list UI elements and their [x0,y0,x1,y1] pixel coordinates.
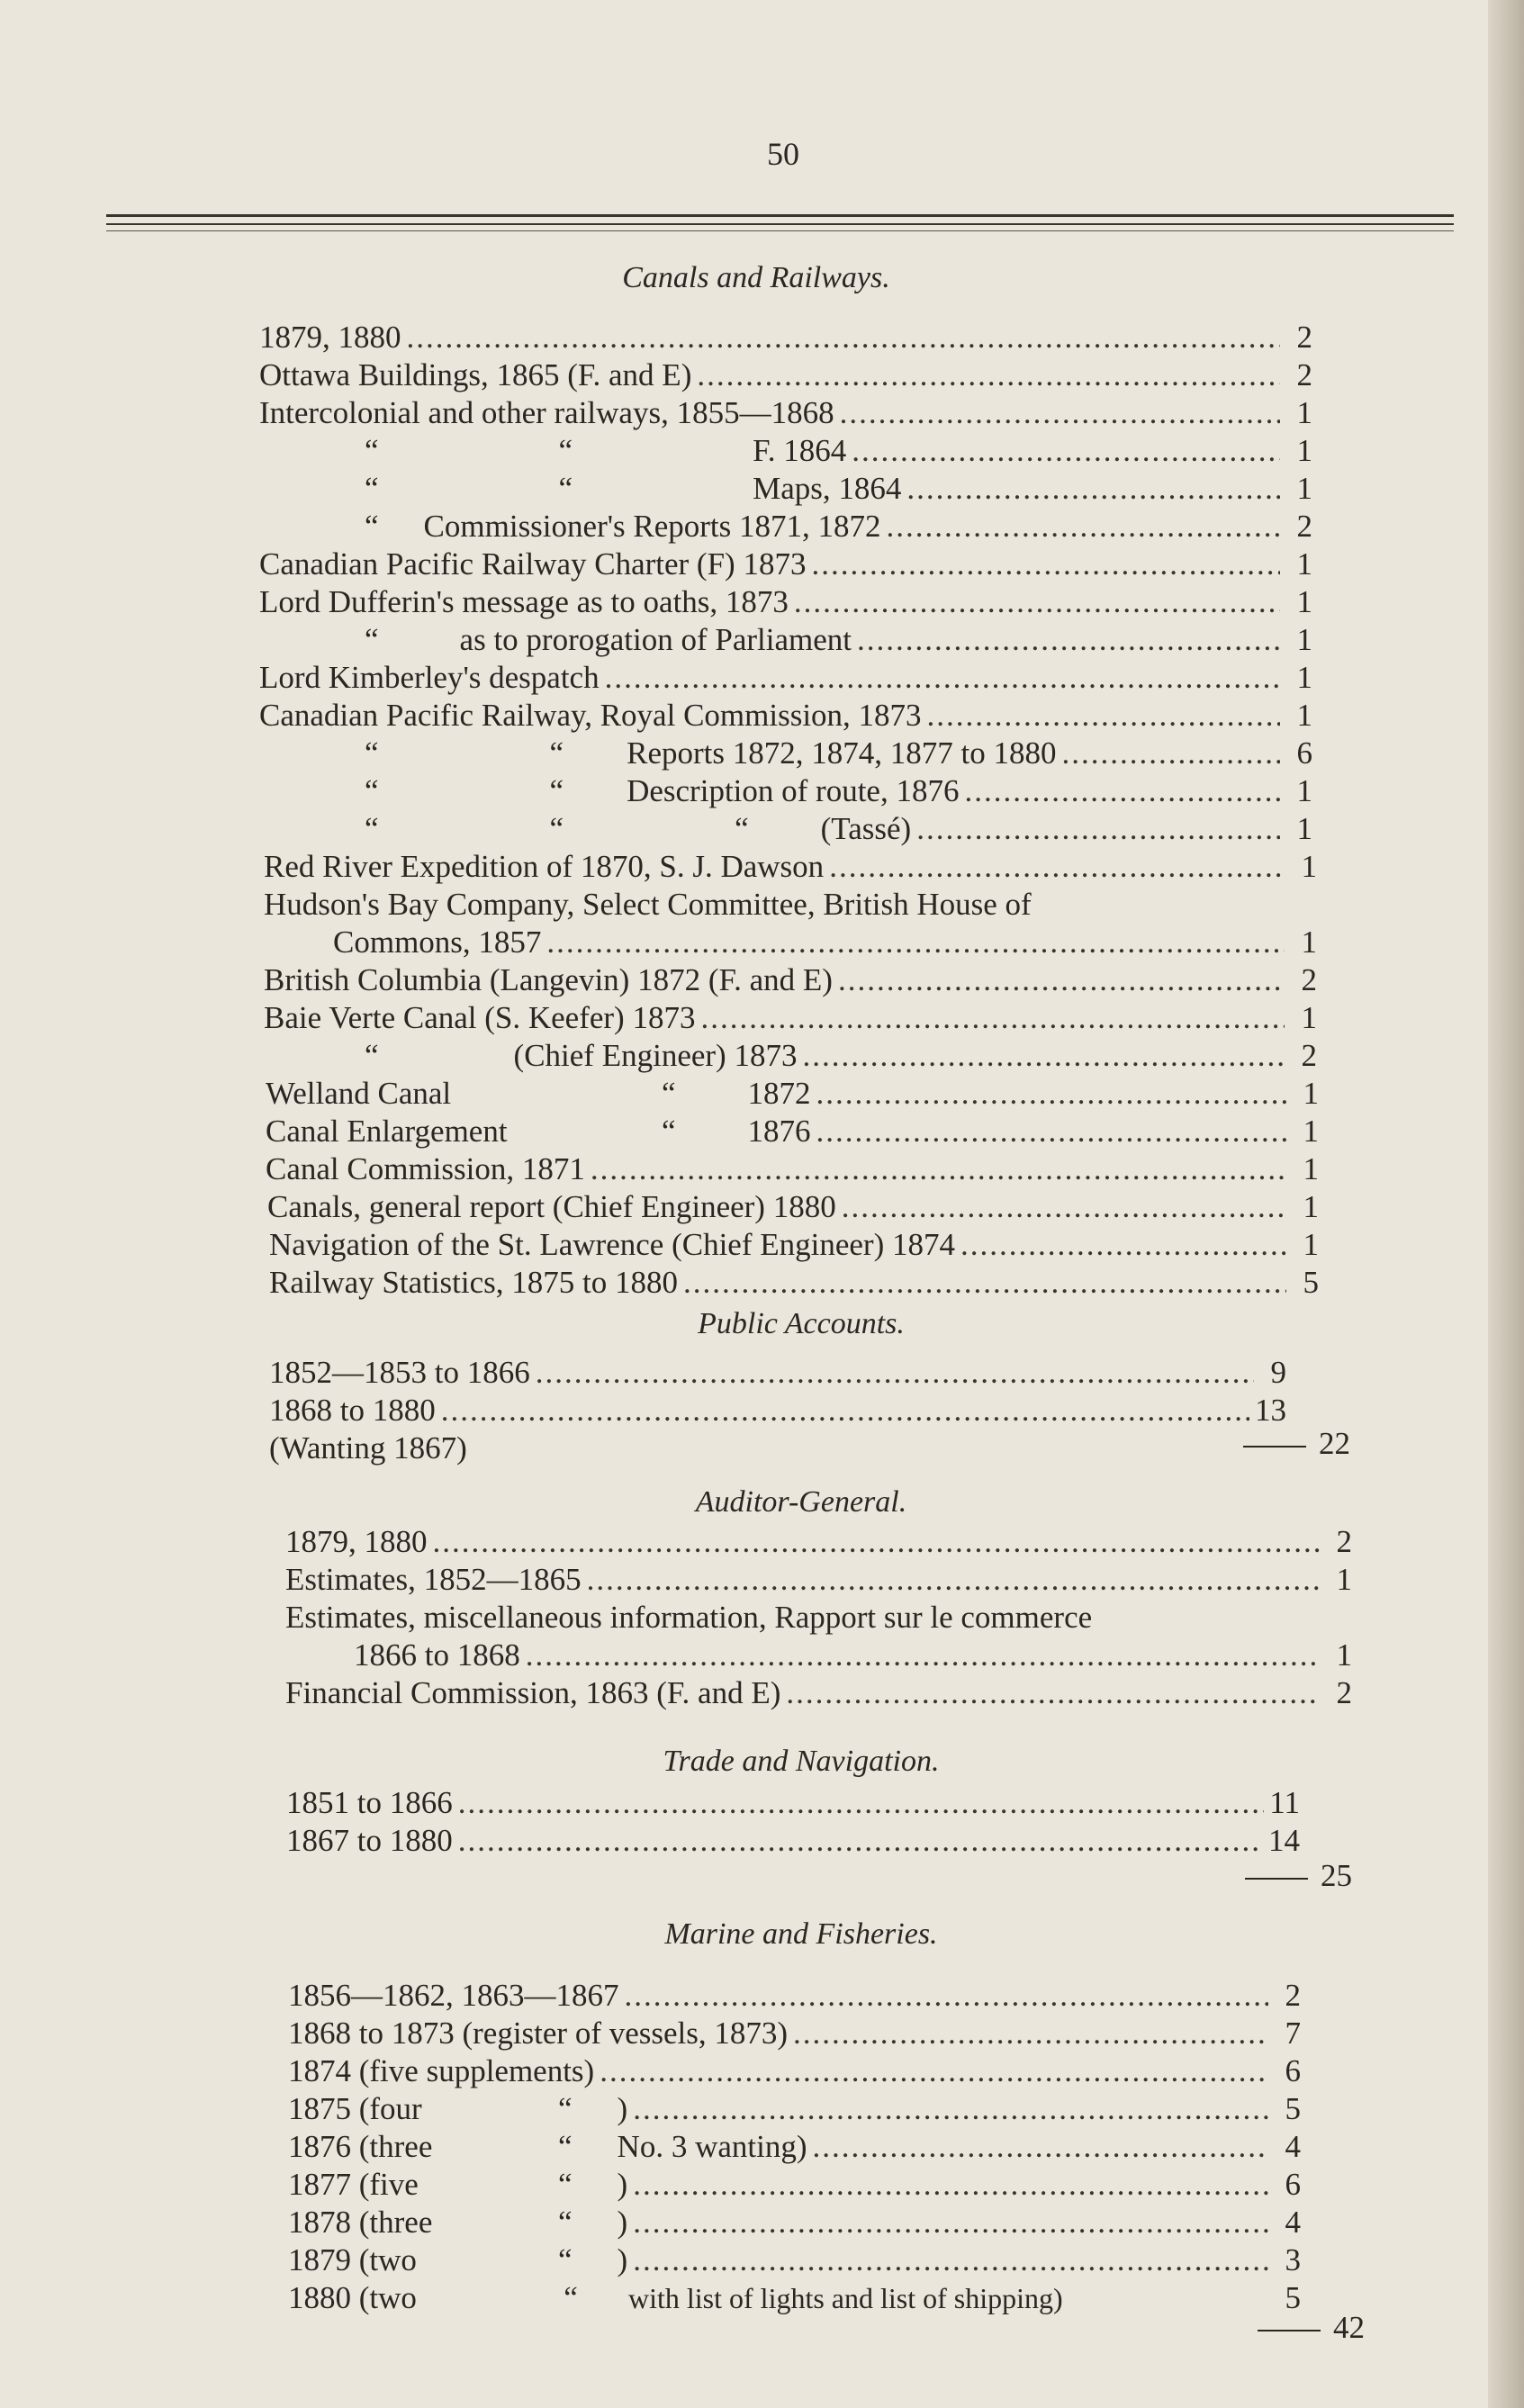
list-item: 1866 to 1868 ..... 1 [354,1637,1352,1674]
list-item: 1868 to 1880 ..... 13 [269,1392,1286,1429]
list-item: “ Commissioner's Reports 1871, 1872 ..... 2 [365,508,1312,546]
list-item: Railway Statistics, 1875 to 1880 ..... 5 [269,1264,1319,1302]
list-item: British Columbia (Langevin) 1872 (F. and E) ..... 2 [264,961,1317,999]
list-item: 1879, 1880 ..... 2 [259,319,1312,356]
list-item: Intercolonial and other railways, 1855—1868 ..... 1 [259,394,1312,432]
list-item: Baie Verte Canal (S. Keefer) 1873 ..... 1 [264,999,1317,1037]
list-item: 1852—1853 to 1866 ..... 9 [269,1354,1286,1392]
list-item: Commons, 1857 ..... 1 [333,924,1317,961]
list-item: 1879 (two “ ) ..... 3 [288,2241,1301,2279]
list-item: “ “ Reports 1872, 1874, 1877 to 1880 ..... 6 [365,735,1312,772]
list-item: “ “ Description of route, 1876 ..... 1 [365,772,1312,810]
list-item: Canal Enlargement “ 1876 ..... 1 [266,1113,1319,1150]
list-item: 1880 (two “ with list of lights and list of shipping) 5 [288,2280,1301,2315]
page-gutter [1488,0,1524,2408]
list-item: Canal Commission, 1871 ..... 1 [266,1150,1319,1188]
section-total: 22 [1206,1426,1350,1462]
list-item: 1856—1862, 1863—1867 ..... 2 [288,1977,1301,2015]
list-item: “ “ Maps, 1864 ..... 1 [365,470,1312,508]
list-item: 1876 (three “ No. 3 wanting) ..... 4 [288,2128,1301,2166]
list-item: Navigation of the St. Lawrence (Chief Engineer) 1874 ..... 1 [269,1226,1319,1264]
list-item: Financial Commission, 1863 (F. and E) ..... 2 [285,1674,1352,1712]
list-item: “ (Chief Engineer) 1873 ..... 2 [365,1037,1317,1075]
list-item: 1877 (five “ ) ..... 6 [288,2166,1301,2204]
list-item: Estimates, 1852—1865 ..... 1 [285,1561,1352,1599]
list-item: Ottawa Buildings, 1865 (F. and E) ..... 2 [259,356,1312,394]
list-item: 1879, 1880 ..... 2 [285,1523,1352,1561]
list-item: “ as to prorogation of Parliament ..... 1 [365,621,1312,659]
section-total: 25 [1206,1858,1352,1894]
list-item: Canadian Pacific Railway Charter (F) 1873 ..... 1 [259,546,1312,583]
list-item: Canadian Pacific Railway, Royal Commission, 1873 ..... 1 [259,697,1312,735]
section-title-auditor-general: Auditor-General. [695,1485,907,1519]
list-item: 1874 (five supplements) ..... 6 [288,2052,1301,2090]
page-number: 50 [767,136,799,172]
section-total: 42 [1206,2310,1365,2346]
list-item: Estimates, miscellaneous information, Rapport sur le commerce [285,1600,1093,1635]
header-rule [106,230,1454,231]
section-title-public-accounts: Public Accounts. [698,1307,905,1340]
list-item: 1868 to 1873 (register of vessels, 1873) ..... 7 [288,2015,1301,2052]
section-title-marine-fisheries: Marine and Fisheries. [664,1917,938,1951]
header-rule [106,223,1454,225]
section-title-trade-navigation: Trade and Navigation. [663,1745,940,1778]
list-item: 1851 to 1866 ..... 11 [286,1784,1300,1822]
list-item: “ “ F. 1864 ..... 1 [365,432,1312,470]
list-item: “ “ “ (Tassé) ..... 1 [365,810,1312,848]
list-item: Lord Kimberley's despatch ..... 1 [259,659,1312,697]
list-item: 1875 (four “ ) ..... 5 [288,2090,1301,2128]
list-item: Lord Dufferin's message as to oaths, 1873 ..... 1 [259,583,1312,621]
section-title-canals: Canals and Railways. [622,261,890,294]
header-rule [106,214,1454,217]
list-item: Canals, general report (Chief Engineer) 1880 ..... 1 [267,1188,1319,1226]
list-item: 1878 (three “ ) ..... 4 [288,2204,1301,2241]
list-item: 1867 to 1880 ..... 14 [286,1822,1300,1860]
list-item: Red River Expedition of 1870, S. J. Dawson ..... 1 [264,848,1317,886]
list-item: Welland Canal “ 1872 ..... 1 [266,1075,1319,1113]
list-item: (Wanting 1867) [269,1430,467,1466]
list-item: Hudson's Bay Company, Select Committee, British House of [264,887,1032,922]
